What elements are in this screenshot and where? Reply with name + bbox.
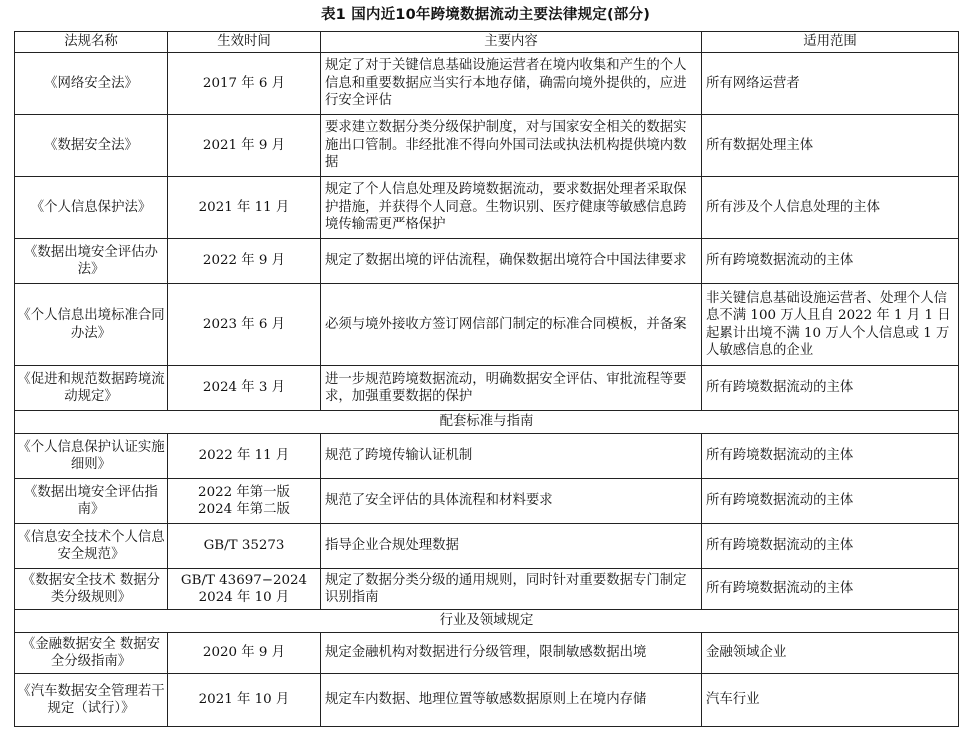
header-row [15,32,959,53]
table-row [15,434,959,479]
header-cell-content: 主要内容 [321,32,702,53]
main-content-cell: 进一步规范跨境数据流动，明确数据安全评估、审批流程等要求，加强重要数据的保护 [321,366,702,411]
header-cell-name: 法规名称 [15,32,168,53]
effective-date-cell: 2021 年 11 月 [168,177,321,239]
header-cell-scope: 适用范围 [702,32,959,53]
main-content-cell: 规定了个人信息处理及跨境数据流动，要求数据处理者采取保护措施，并获得个人同意。生物识别、医疗健康等敏感信息跨境传输需更严格保护 [321,177,702,239]
scope-cell: 所有跨境数据流动的主体 [702,434,959,479]
section-row [15,411,959,434]
main-content-cell: 规范了安全评估的具体流程和材料要求 [321,479,702,524]
table-row [15,479,959,524]
effective-date-cell: 2017 年 6 月 [168,53,321,115]
scope-cell: 金融领域企业 [702,633,959,674]
table-caption: 表1 国内近10年跨境数据流动主要法律规定(部分) [320,7,651,23]
regulation-name-cell: 《汽车数据安全管理若干规定（试行）》 [15,674,168,727]
main-content-cell: 要求建立数据分类分级保护制度，对与国家安全相关的数据实施出口管制。非经批准不得向外国司法或执法机构提供境内数据 [321,115,702,177]
regulation-name-cell: 《数据安全技术 数据分类分级规则》 [15,569,168,610]
table-row [15,633,959,674]
section-row [15,610,959,633]
main-content-cell: 必须与境外接收方签订网信部门制定的标准合同模板，并备案 [321,284,702,366]
scope-cell: 所有涉及个人信息处理的主体 [702,177,959,239]
scope-cell: 所有跨境数据流动的主体 [702,524,959,569]
scope-cell: 所有跨境数据流动的主体 [702,366,959,411]
regulation-name-cell: 《数据出境安全评估指南》 [15,479,168,524]
effective-date-cell: 2022 年 9 月 [168,239,321,284]
effective-date-cell: 2021 年 10 月 [168,674,321,727]
header-cell-date: 生效时间 [168,32,321,53]
effective-date-cell: 2022 年 11 月 [168,434,321,479]
section-title: 行业及领域规定 [15,610,959,633]
effective-date-cell: 2023 年 6 月 [168,284,321,366]
main-content-cell: 规定了对于关键信息基础设施运营者在境内收集和产生的个人信息和重要数据应当实行本地存储，确需向境外提供的，应进行安全评估 [321,53,702,115]
effective-date-cell: 2021 年 9 月 [168,115,321,177]
regulation-name-cell: 《金融数据安全 数据安全分级指南》 [15,633,168,674]
regulation-name-cell: 《促进和规范数据跨境流动规定》 [15,366,168,411]
table-row [15,115,959,177]
regulation-name-cell: 《网络安全法》 [15,53,168,115]
effective-date-cell: 2020 年 9 月 [168,633,321,674]
main-content-cell: 指导企业合规处理数据 [321,524,702,569]
table-row [15,53,959,115]
table-row [15,524,959,569]
section-title: 配套标准与指南 [15,411,959,434]
regulation-name-cell: 《信息安全技术个人信息安全规范》 [15,524,168,569]
table-row [15,366,959,411]
scope-cell: 所有数据处理主体 [702,115,959,177]
effective-date-cell: GB/T 35273 [168,524,321,569]
table-row [15,239,959,284]
main-content-cell: 规定车内数据、地理位置等敏感数据原则上在境内存储 [321,674,702,727]
effective-date-cell: 2022 年第一版 2024 年第二版 [168,479,321,524]
regulation-name-cell: 《数据出境安全评估办法》 [15,239,168,284]
scope-cell: 所有网络运营者 [702,53,959,115]
scope-cell: 汽车行业 [702,674,959,727]
main-content-cell: 规定了数据分类分级的通用规则，同时针对重要数据专门制定识别指南 [321,569,702,610]
table-row [15,284,959,366]
main-content-cell: 规定金融机构对数据进行分级管理，限制敏感数据出境 [321,633,702,674]
table-row [15,177,959,239]
main-content-cell: 规定了数据出境的评估流程，确保数据出境符合中国法律要求 [321,239,702,284]
scope-cell: 所有跨境数据流动的主体 [702,239,959,284]
regulation-name-cell: 《个人信息保护认证实施细则》 [15,434,168,479]
scope-cell: 非关键信息基础设施运营者、处理个人信息不满 100 万人且自 2022 年 1 月 1 日起累计出境不满 10 万人个人信息或 1 万人敏感信息的企业 [702,284,959,366]
scope-cell: 所有跨境数据流动的主体 [702,569,959,610]
effective-date-cell: 2024 年 3 月 [168,366,321,411]
scope-cell: 所有跨境数据流动的主体 [702,479,959,524]
effective-date-cell: GB/T 43697−2024 2024 年 10 月 [168,569,321,610]
regulation-name-cell: 《数据安全法》 [15,115,168,177]
table-row [15,569,959,610]
table-body [15,53,959,727]
main-content-cell: 规范了跨境传输认证机制 [321,434,702,479]
regulation-name-cell: 《个人信息出境标准合同办法》 [15,284,168,366]
regulation-name-cell: 《个人信息保护法》 [15,177,168,239]
table-row [15,674,959,727]
regulations-table [14,31,959,727]
